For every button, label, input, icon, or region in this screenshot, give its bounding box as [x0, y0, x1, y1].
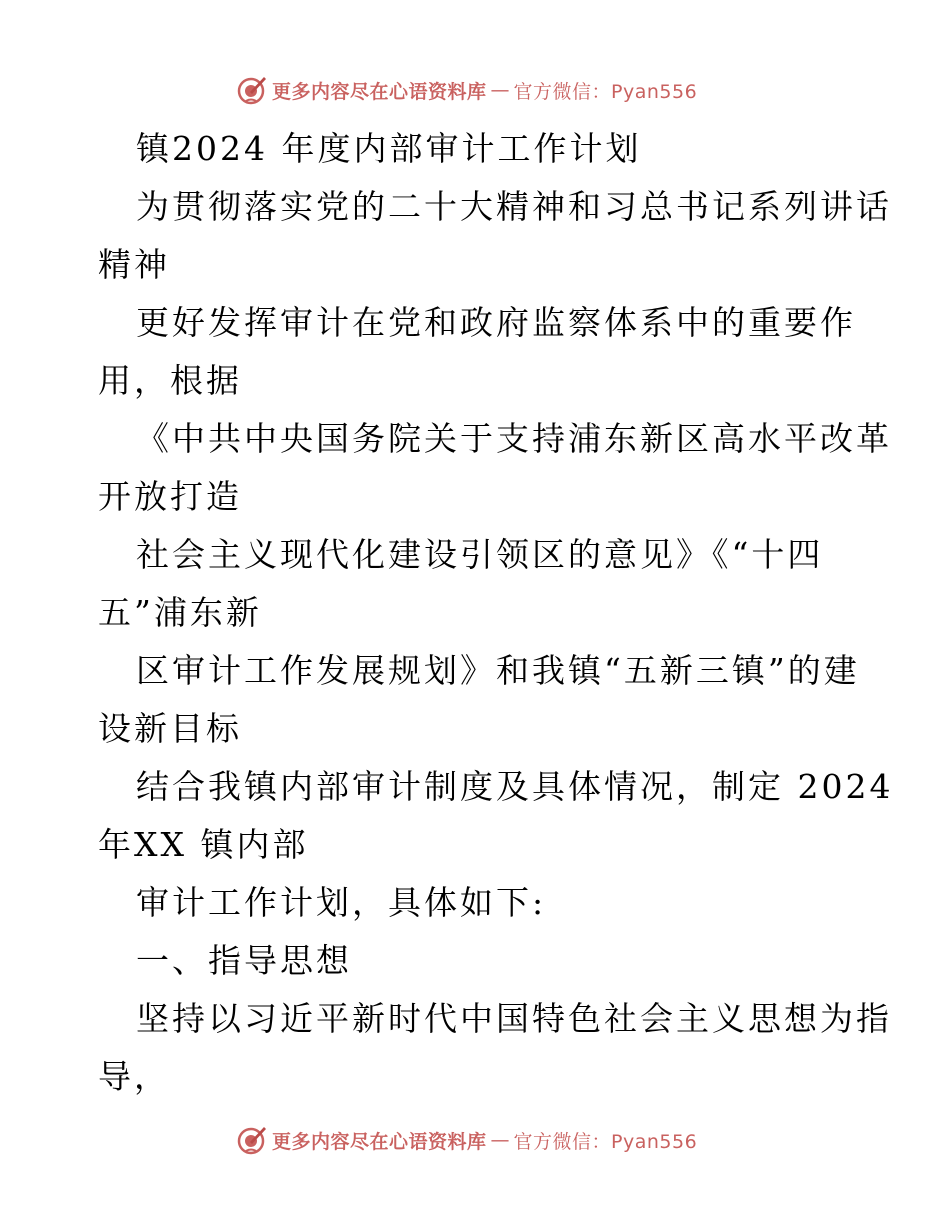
- paragraph-line: 年XX 镇内部: [98, 825, 309, 864]
- paragraph-line: 开放打造: [98, 477, 242, 516]
- paragraph-line: 更好发挥审计在党和政府监察体系中的重要作: [136, 303, 856, 342]
- header-site-text: 更多内容尽在心语资料库: [272, 80, 487, 103]
- paragraph-line: 精神: [98, 245, 170, 284]
- header-wechat-text: 官方微信：Pyan556: [513, 80, 698, 103]
- paragraph-line: 为贯彻落实党的二十大精神和习总书记系列讲话: [136, 187, 892, 226]
- paragraph-line: 用，根据: [98, 361, 242, 400]
- footer-site-text: 更多内容尽在心语资料库: [272, 1130, 487, 1153]
- paragraph-line: 社会主义现代化建设引领区的意见》《“十四: [136, 535, 824, 574]
- paragraph-line: 区审计工作发展规划》和我镇“五新三镇”的建: [136, 651, 860, 690]
- paragraph-line: 结合我镇内部审计制度及具体情况，制定 2024: [136, 767, 894, 806]
- paragraph-line: 镇2024 年度内部审计工作计划: [136, 129, 642, 168]
- footer-wechat-text: 官方微信：Pyan556: [513, 1130, 698, 1153]
- section-heading: 一、指导思想: [136, 941, 352, 980]
- paragraph-line: 《中共中央国务院关于支持浦东新区高水平改革: [136, 419, 892, 458]
- paragraph-line: 导，: [98, 1057, 170, 1096]
- paragraph-line: 五”浦东新: [98, 593, 262, 632]
- pen-logo-icon: [236, 74, 268, 106]
- document-body: [98, 120, 894, 1106]
- header-dash: —: [490, 79, 510, 101]
- pen-logo-icon: [236, 1124, 268, 1156]
- paragraph-line: 设新目标: [98, 709, 242, 748]
- paragraph-line: 审计工作计划，具体如下:: [136, 883, 547, 922]
- paragraph-line: 坚持以习近平新时代中国特色社会主义思想为指: [136, 999, 892, 1038]
- footer-banner: [236, 1124, 697, 1156]
- footer-dash: —: [490, 1129, 510, 1151]
- header-banner: [236, 74, 697, 106]
